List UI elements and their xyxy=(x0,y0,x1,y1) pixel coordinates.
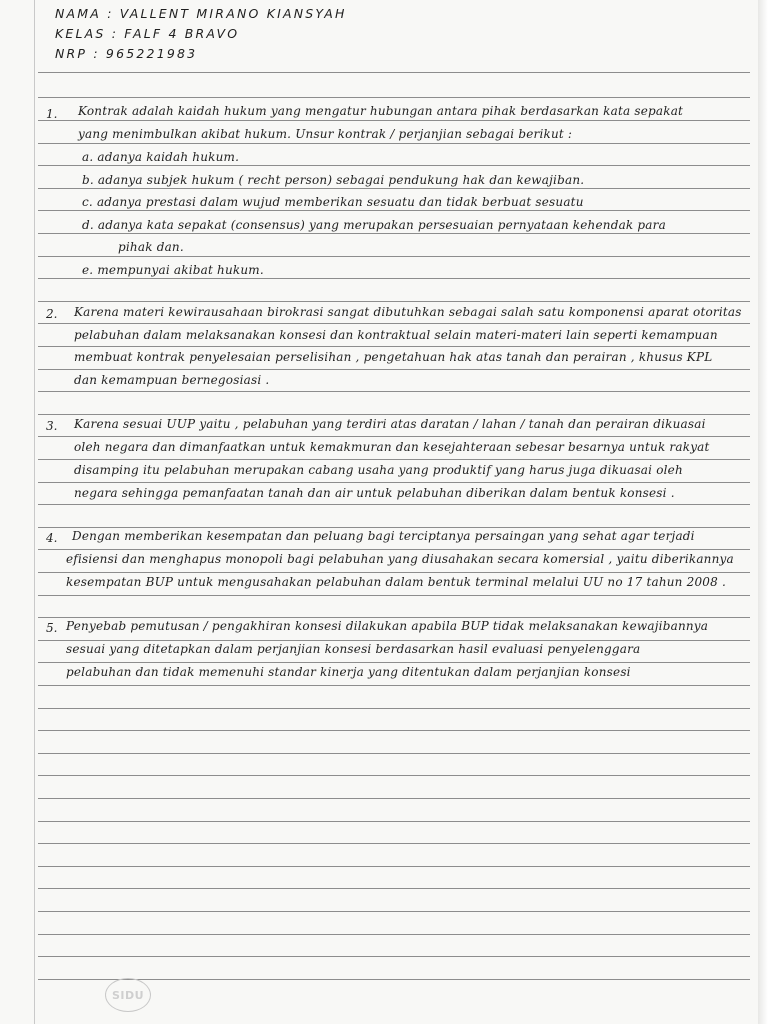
ruled-line xyxy=(38,866,750,867)
ruled-line xyxy=(38,753,750,754)
ruled-line xyxy=(38,617,750,618)
answer-line: kesempatan BUP untuk mengusahakan pelabuhan dalam bentuk terminal melalui UU no 17 tahun 2008 . xyxy=(66,575,726,589)
answer-line: b. adanya subjek hukum ( recht person) sebagai pendukung hak dan kewajiban. xyxy=(82,173,585,187)
answer-line: membuat kontrak penyelesaian perselisihan , pengetahuan hak atas tanah dan perairan , khusus KPL xyxy=(74,350,713,364)
ruled-line xyxy=(38,323,750,324)
ruled-line xyxy=(38,391,750,392)
answer-line: Karena sesuai UUP yaitu , pelabuhan yang terdiri atas daratan / lahan / tanah dan perairan dikuasai xyxy=(74,417,706,431)
ruled-line xyxy=(38,143,750,144)
ruled-line xyxy=(38,956,750,957)
answer-line: a. adanya kaidah hukum. xyxy=(82,150,240,164)
ruled-line xyxy=(38,821,750,822)
student-name: NAMA : VALLENT MIRANO KIANSYAH xyxy=(55,6,347,21)
ruled-line xyxy=(38,346,750,347)
ruled-line xyxy=(38,369,750,370)
answer-line: e. mempunyai akibat hukum. xyxy=(82,263,264,277)
student-class: KELAS : FALF 4 BRAVO xyxy=(55,26,240,41)
ruled-line xyxy=(38,549,750,550)
ruled-line xyxy=(38,708,750,709)
answer-number: 5. xyxy=(46,621,58,635)
ruled-line xyxy=(38,979,750,980)
answer-line: d. adanya kata sepakat (consensus) yang merupakan persesuaian pernyataan kehendak para xyxy=(82,218,666,232)
ruled-line xyxy=(38,595,750,596)
ruled-line xyxy=(38,278,750,279)
ruled-line xyxy=(38,233,750,234)
ruled-line xyxy=(38,165,750,166)
ruled-line xyxy=(38,72,750,73)
ruled-line xyxy=(38,685,750,686)
answer-line: Karena materi kewirausahaan birokrasi sangat dibutuhkan sebagai salah satu komponensi aparat otoritas xyxy=(74,305,742,319)
ruled-line xyxy=(38,256,750,257)
ruled-line xyxy=(38,504,750,505)
answer-line: efisiensi dan menghapus monopoli bagi pelabuhan yang diusahakan secara komersial , yaitu diberikannya xyxy=(66,552,734,566)
ruled-line xyxy=(38,120,750,121)
ruled-line xyxy=(38,527,750,528)
margin-line xyxy=(34,0,35,1024)
ruled-line xyxy=(38,775,750,776)
answer-line: pihak dan. xyxy=(118,240,184,254)
ruled-line xyxy=(38,301,750,302)
ruled-line xyxy=(38,482,750,483)
ruled-line xyxy=(38,640,750,641)
ruled-line xyxy=(38,730,750,731)
ruled-line xyxy=(38,798,750,799)
ruled-line xyxy=(38,934,750,935)
answer-line: pelabuhan dalam melaksanakan konsesi dan kontraktual selain materi-materi lain seperti kemampuan xyxy=(74,328,718,342)
ruled-line xyxy=(38,210,750,211)
ruled-line xyxy=(38,843,750,844)
logo-text: SIDU xyxy=(111,988,145,1002)
answer-number: 3. xyxy=(46,419,58,433)
ruled-line xyxy=(38,662,750,663)
answer-line: pelabuhan dan tidak memenuhi standar kinerja yang ditentukan dalam perjanjian konsesi xyxy=(66,665,631,679)
ruled-line xyxy=(38,888,750,889)
answer-line: yang menimbulkan akibat hukum. Unsur kontrak / perjanjian sebagai berikut : xyxy=(78,127,573,141)
ruled-line xyxy=(38,911,750,912)
answer-line: disamping itu pelabuhan merupakan cabang usaha yang produktif yang harus juga dikuasai oleh xyxy=(74,463,683,477)
answer-line: c. adanya prestasi dalam wujud memberikan sesuatu dan tidak berbuat sesuatu xyxy=(82,195,584,209)
sidu-logo xyxy=(105,978,151,1012)
ruled-line xyxy=(38,572,750,573)
answer-line: sesuai yang ditetapkan dalam perjanjian konsesi berdasarkan hasil evaluasi penyelenggara xyxy=(66,642,641,656)
ruled-line xyxy=(38,459,750,460)
ruled-line xyxy=(38,97,750,98)
answer-line: Penyebab pemutusan / pengakhiran konsesi dilakukan apabila BUP tidak melaksanakan kewajibannya xyxy=(66,619,709,633)
answer-line: negara sehingga pemanfaatan tanah dan air untuk pelabuhan diberikan dalam bentuk konsesi . xyxy=(74,486,675,500)
answer-number: 1. xyxy=(46,107,58,121)
answer-number: 2. xyxy=(46,307,58,321)
ruled-line xyxy=(38,188,750,189)
ruled-line xyxy=(38,414,750,415)
answer-line: oleh negara dan dimanfaatkan untuk kemakmuran dan kesejahteraan sebesar besarnya untuk rakyat xyxy=(74,440,710,454)
page-edge xyxy=(758,0,768,1024)
answer-line: dan kemampuan bernegosiasi . xyxy=(74,373,270,387)
answer-number: 4. xyxy=(46,531,58,545)
answer-line: Dengan memberikan kesempatan dan peluang bagi terciptanya persaingan yang sehat agar terjadi xyxy=(72,529,695,543)
ruled-line xyxy=(38,436,750,437)
student-nrp: NRP : 965221983 xyxy=(55,46,198,61)
answer-line: Kontrak adalah kaidah hukum yang mengatur hubungan antara pihak berdasarkan kata sepakat xyxy=(78,104,684,118)
